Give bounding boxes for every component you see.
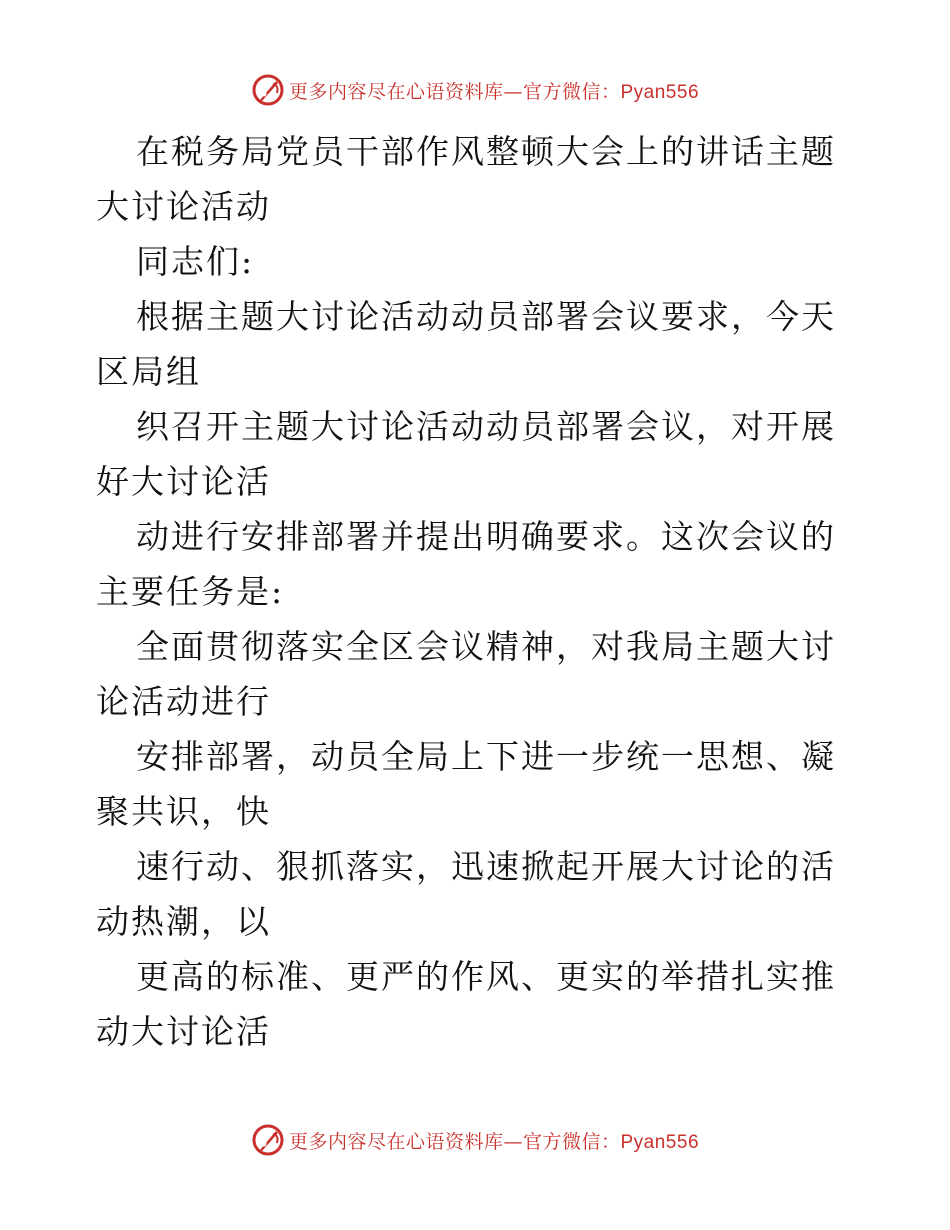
body-paragraph: 动进行安排部署并提出明确要求。这次会议的主要任务是: bbox=[96, 517, 836, 611]
watermark-text bbox=[289, 1127, 699, 1154]
title-paragraph: 在税务局党员干部作风整顿大会上的讲话主题大讨论活动 bbox=[96, 132, 836, 226]
watermark-inner bbox=[251, 1123, 699, 1157]
body-paragraph: 安排部署，动员全局上下进一步统一思想、凝聚共识，快 bbox=[96, 737, 836, 831]
body-paragraph: 根据主题大讨论活动动员部署会议要求，今天区局组 bbox=[96, 297, 836, 391]
footer-watermark bbox=[0, 1120, 950, 1160]
body-paragraph: 全面贯彻落实全区会议精神，对我局主题大讨论活动进行 bbox=[96, 627, 836, 721]
body-paragraph: 更高的标准、更严的作风、更实的举措扎实推动大讨论活 bbox=[96, 957, 836, 1051]
watermark-text-cn: 更多内容尽在心语资料库—官方微信： bbox=[288, 80, 621, 103]
document-body bbox=[96, 124, 856, 1059]
watermark-text bbox=[289, 77, 699, 104]
watermark-inner bbox=[251, 73, 699, 107]
quill-pen-logo-icon bbox=[251, 1123, 285, 1157]
watermark-text-cn: 更多内容尽在心语资料库—官方微信： bbox=[288, 1130, 621, 1153]
body-paragraph: 速行动、狠抓落实，迅速掀起开展大讨论的活动热潮，以 bbox=[96, 847, 836, 941]
watermark-wechat-id: Pyan556 bbox=[620, 81, 700, 103]
header-watermark bbox=[0, 70, 950, 110]
salutation-paragraph: 同志们: bbox=[136, 242, 255, 281]
watermark-wechat-id: Pyan556 bbox=[620, 1131, 700, 1153]
body-paragraph: 织召开主题大讨论活动动员部署会议，对开展好大讨论活 bbox=[96, 407, 836, 501]
quill-pen-logo-icon bbox=[251, 73, 285, 107]
